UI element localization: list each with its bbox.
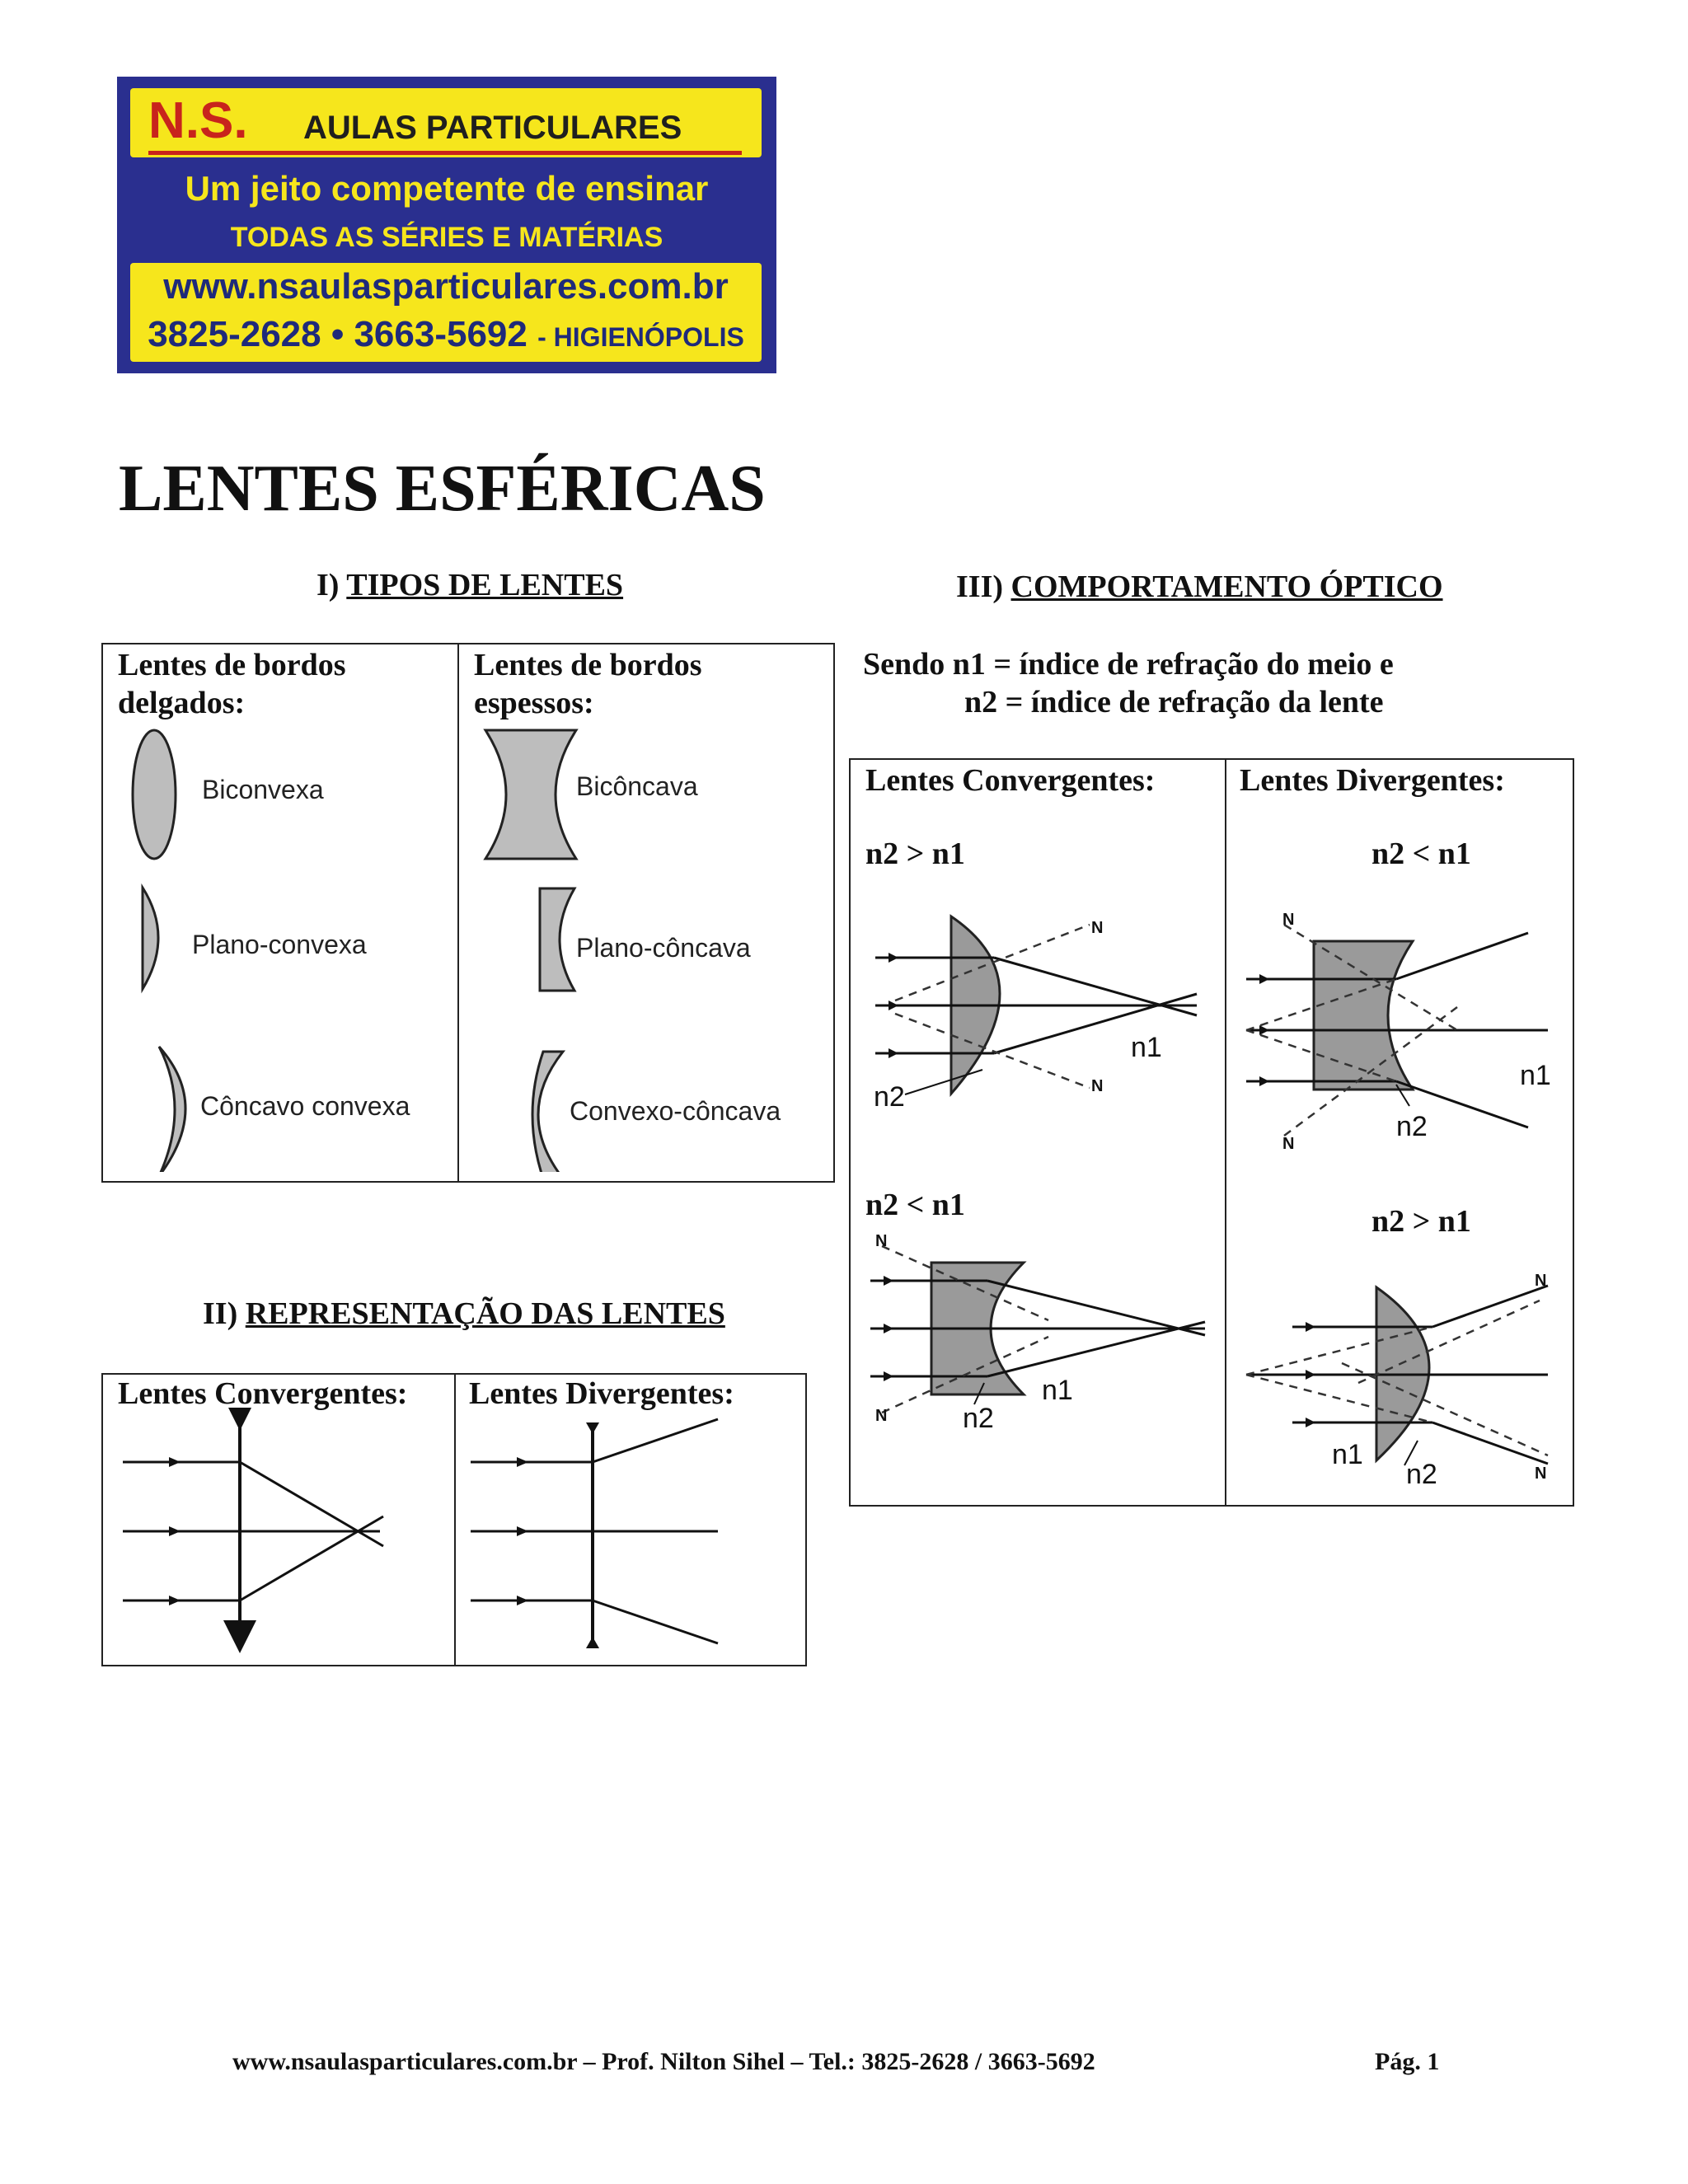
biconvex-lens-icon (133, 730, 176, 859)
n2-label: n2 (1396, 1111, 1428, 1142)
logo-tagline: Um jeito competente de ensinar (185, 169, 709, 208)
diverging-concave-diagram (1235, 908, 1569, 1155)
normal-label: N (1091, 919, 1104, 937)
diverging-header: Lentes Divergentes: (1240, 763, 1505, 798)
diverging-condition-1: n2 < n1 (1372, 837, 1471, 871)
biconcave-label: Bicôncava (576, 771, 698, 801)
section-3-title: COMPORTAMENTO ÓPTICO (1010, 569, 1443, 604)
logo-phones (138, 314, 753, 355)
section-2-heading (203, 1296, 725, 1332)
thin-edge-header (118, 646, 346, 722)
logo-name: AULAS PARTICULARES (303, 110, 682, 146)
biconcave-lens-icon (485, 730, 576, 859)
logo-phone-numbers: 3825-2628 • 3663-5692 (148, 314, 528, 354)
section-2-title: REPRESENTAÇÃO DAS LENTES (245, 1296, 725, 1331)
converging-header: Lentes Convergentes: (865, 763, 1156, 798)
logo-url: www.nsaulasparticulares.com.br (163, 266, 729, 307)
section-1-title: TIPOS DE LENTES (346, 568, 624, 602)
convex-concave-label: Convexo-côncava (570, 1096, 781, 1126)
table-divider (1225, 760, 1226, 1505)
normal-label: N (1091, 1077, 1104, 1095)
n1-label: n1 (1332, 1439, 1363, 1470)
diverging-convex-diagram (1235, 1271, 1569, 1493)
normal-label: N (1535, 1465, 1547, 1483)
concave-convex-lens-icon (159, 1047, 185, 1172)
convex-concave-lens-icon (532, 1052, 563, 1172)
logo-brand: N.S. (148, 92, 248, 149)
lens-representation-table (101, 1373, 807, 1666)
thick-edge-header (474, 646, 702, 722)
thick-edge-header-line1: Lentes de bordos (474, 648, 702, 682)
n2-label: n2 (874, 1081, 905, 1113)
n2-label: n2 (1406, 1459, 1437, 1490)
biconvex-label: Biconvexa (202, 775, 324, 804)
optical-behavior-table (849, 758, 1574, 1507)
normal-label: N (1282, 911, 1295, 929)
diverging-header: Lentes Divergentes: (469, 1376, 734, 1411)
converging-condition-1: n2 > n1 (865, 837, 965, 871)
thin-lens-shapes (128, 727, 202, 1172)
thin-edge-header-line2: delgados: (118, 686, 246, 720)
n1-label: n1 (1131, 1032, 1162, 1063)
logo-underline (148, 151, 742, 155)
diverging-condition-2: n2 > n1 (1372, 1204, 1471, 1239)
logo-district: - HIGIENÓPOLIS (537, 322, 744, 352)
diverging-lens-diagram (454, 1408, 805, 1663)
table-divider (457, 644, 459, 1181)
n1-label: n1 (1042, 1375, 1073, 1406)
concave-convex-label: Côncavo convexa (200, 1091, 410, 1121)
normal-label: N (1282, 1135, 1295, 1153)
thin-edge-header-line1: Lentes de bordos (118, 648, 346, 682)
normal-label: N (875, 1407, 888, 1425)
section-2-number: II) (203, 1296, 238, 1331)
plano-convex-lens-icon (143, 888, 158, 989)
page-title: LENTES ESFÉRICAS (119, 452, 766, 525)
plano-convex-label: Plano-convexa (192, 930, 367, 959)
page-number: Pág. 1 (1375, 2048, 1440, 2075)
company-logo (117, 77, 776, 373)
plano-concave-lens-icon (540, 888, 574, 991)
normal-label: N (1535, 1272, 1547, 1290)
logo-contact-band (130, 263, 762, 362)
normal-label: N (875, 1232, 888, 1250)
plano-concave-label: Plano-côncava (576, 933, 751, 963)
logo-top-band (130, 88, 762, 157)
converging-plano-concave-diagram (859, 1230, 1221, 1427)
converging-header: Lentes Convergentes: (118, 1376, 408, 1411)
footer-contact: www.nsaulasparticulares.com.br – Prof. Nilton Sihel – Tel.: 3825-2628 / 3663-5692 (232, 2048, 1095, 2075)
logo-series: TODAS AS SÉRIES E MATÉRIAS (230, 222, 663, 253)
section-3-heading (956, 569, 1443, 605)
converging-lens-diagram (103, 1408, 454, 1663)
lens-types-table (101, 643, 835, 1183)
converging-plano-convex-diagram (859, 900, 1221, 1114)
section-3-number: III) (956, 569, 1004, 604)
definition-line-1: Sendo n1 = índice de refração do meio e (863, 647, 1394, 682)
section-1-heading (316, 567, 623, 603)
n2-label: n2 (963, 1403, 994, 1427)
n1-label: n1 (1520, 1060, 1551, 1091)
thick-edge-header-line2: espessos: (474, 686, 594, 720)
definition-line-2: n2 = índice de refração da lente (964, 685, 1384, 719)
converging-condition-2: n2 < n1 (865, 1188, 965, 1222)
section-1-number: I) (316, 568, 340, 602)
thick-lens-shapes (482, 727, 581, 1172)
